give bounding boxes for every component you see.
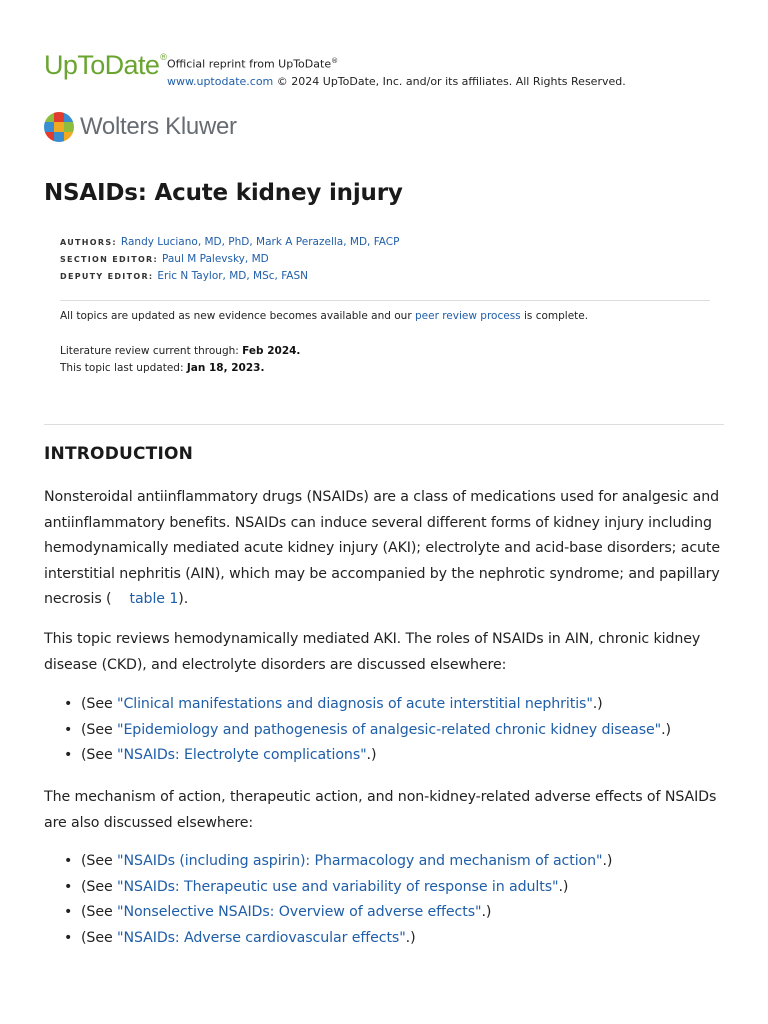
credit-label: AUTHORS:: [60, 238, 117, 247]
bullet-icon: •: [64, 696, 73, 712]
list-item: [64, 743, 671, 769]
see-suffix: .): [602, 853, 613, 869]
list-item: [64, 926, 612, 952]
publisher-name: Wolters Kluwer: [80, 113, 237, 140]
see-prefix: (See: [81, 853, 118, 869]
topic-link[interactable]: "NSAIDs: Therapeutic use and variability of response in adults": [117, 878, 559, 895]
author-credits: [60, 234, 399, 285]
see-suffix: .): [481, 904, 492, 920]
notice-text: All topics are updated as new evidence becomes available and our: [60, 310, 415, 322]
topic-link[interactable]: "NSAIDs: Adverse cardiovascular effects": [117, 929, 406, 946]
table-1-link[interactable]: table 1: [129, 591, 179, 607]
related-topics-list: [64, 692, 671, 769]
credit-label: SECTION EDITOR:: [60, 255, 159, 264]
brand-registered-mark: ®: [160, 52, 167, 62]
last-updated-label: This topic last updated:: [60, 362, 187, 374]
topic-link[interactable]: "Epidemiology and pathogenesis of analgesic-related chronic kidney disease": [117, 721, 662, 738]
uptodate-logo[interactable]: [44, 50, 166, 81]
copyright-text: © 2024 UpToDate, Inc. and/or its affiliates. All Rights Reserved.: [273, 74, 626, 88]
bullet-icon: •: [64, 721, 73, 738]
list-item: [64, 875, 612, 901]
bullet-icon: •: [64, 904, 73, 920]
bullet-icon: •: [64, 929, 73, 946]
divider: [44, 424, 724, 425]
topic-link[interactable]: "NSAIDs (including aspirin): Pharmacology and mechanism of action": [117, 853, 603, 869]
credit-section-editor-link[interactable]: Paul M Palevsky, MD: [162, 253, 269, 265]
see-suffix: .): [661, 721, 671, 738]
see-prefix: (See: [81, 929, 118, 946]
list-item: [64, 692, 671, 718]
uptodate-site-link[interactable]: www.uptodate.com: [167, 74, 274, 88]
see-prefix: (See: [81, 696, 118, 712]
reprint-notice: [167, 53, 626, 90]
intro-text: Nonsteroidal antiinflammatory drugs (NSAIDs) are a class of medications used for analgesic and antiinflammatory benefits. NSAIDs can induce several different forms of kidney injury including hemodynamically mediated acute kidney injury (AKI); electrolyte and acid-base disorders; acute interstitial nephritis (AIN), which may be accompanied by the nephrotic syndrome; and papillary necrosis (: [44, 489, 721, 607]
copyright-line: [167, 73, 626, 90]
scope-paragraph: This topic reviews hemodynamically mediated AKI. The roles of NSAIDs in AIN, chronic kidney disease (CKD), and electrolyte disorders are discussed elsewhere:: [44, 631, 701, 673]
topic-link[interactable]: "Clinical manifestations and diagnosis of acute interstitial nephritis": [117, 696, 593, 712]
update-notice: [60, 310, 588, 322]
intro-paragraph: [44, 485, 734, 613]
list-item: [64, 849, 612, 875]
see-suffix: .): [592, 696, 603, 712]
credit-section-editor: [60, 251, 399, 268]
credit-deputy-editor-link[interactable]: Eric N Taylor, MD, MSc, FASN: [157, 270, 309, 282]
credit-deputy-editor: [60, 268, 399, 285]
bullet-icon: •: [64, 853, 73, 869]
reprint-registered-mark: ®: [331, 57, 339, 65]
review-dates: [60, 343, 300, 377]
see-suffix: .): [366, 747, 377, 763]
list-item: [64, 718, 671, 744]
see-prefix: (See: [81, 904, 118, 920]
credit-label: DEPUTY EDITOR:: [60, 272, 154, 281]
wolters-kluwer-logo-icon: [44, 112, 74, 142]
literature-review-date: [60, 343, 300, 360]
bullet-icon: •: [64, 747, 73, 763]
topic-link[interactable]: "NSAIDs: Electrolyte complications": [117, 747, 367, 763]
list-item: [64, 900, 612, 926]
see-prefix: (See: [81, 747, 118, 763]
peer-review-link[interactable]: peer review process: [414, 310, 521, 322]
mechanism-paragraph: The mechanism of action, therapeutic action, and non-kidney-related adverse effects of NSAIDs are also discussed elsewhere:: [44, 789, 717, 831]
see-prefix: (See: [81, 878, 118, 895]
reprint-line: [167, 53, 626, 73]
divider: [60, 300, 710, 301]
page-title: NSAIDs: Acute kidney injury: [44, 180, 403, 206]
brand-name: UpToDate: [44, 50, 160, 80]
lit-review-value: Feb 2024.: [242, 345, 301, 357]
credit-authors-link[interactable]: Randy Luciano, MD, PhD, Mark A Perazella, MD, FACP: [120, 236, 400, 248]
last-updated-value: Jan 18, 2023.: [186, 362, 265, 374]
credit-authors: [60, 234, 399, 251]
intro-text-end: ).: [178, 591, 189, 607]
lit-review-label: Literature review current through:: [60, 345, 243, 357]
reprint-text: Official reprint from UpToDate: [167, 57, 332, 71]
see-suffix: .): [558, 878, 569, 895]
see-prefix: (See: [81, 721, 118, 738]
notice-text-end: is complete.: [520, 310, 589, 322]
related-topics-list: [64, 849, 612, 951]
section-heading-introduction: INTRODUCTION: [44, 444, 194, 464]
bullet-icon: •: [64, 878, 73, 895]
last-updated-date: [60, 360, 300, 377]
see-suffix: .): [405, 929, 416, 946]
topic-link[interactable]: "Nonselective NSAIDs: Overview of adverse effects": [117, 904, 482, 920]
